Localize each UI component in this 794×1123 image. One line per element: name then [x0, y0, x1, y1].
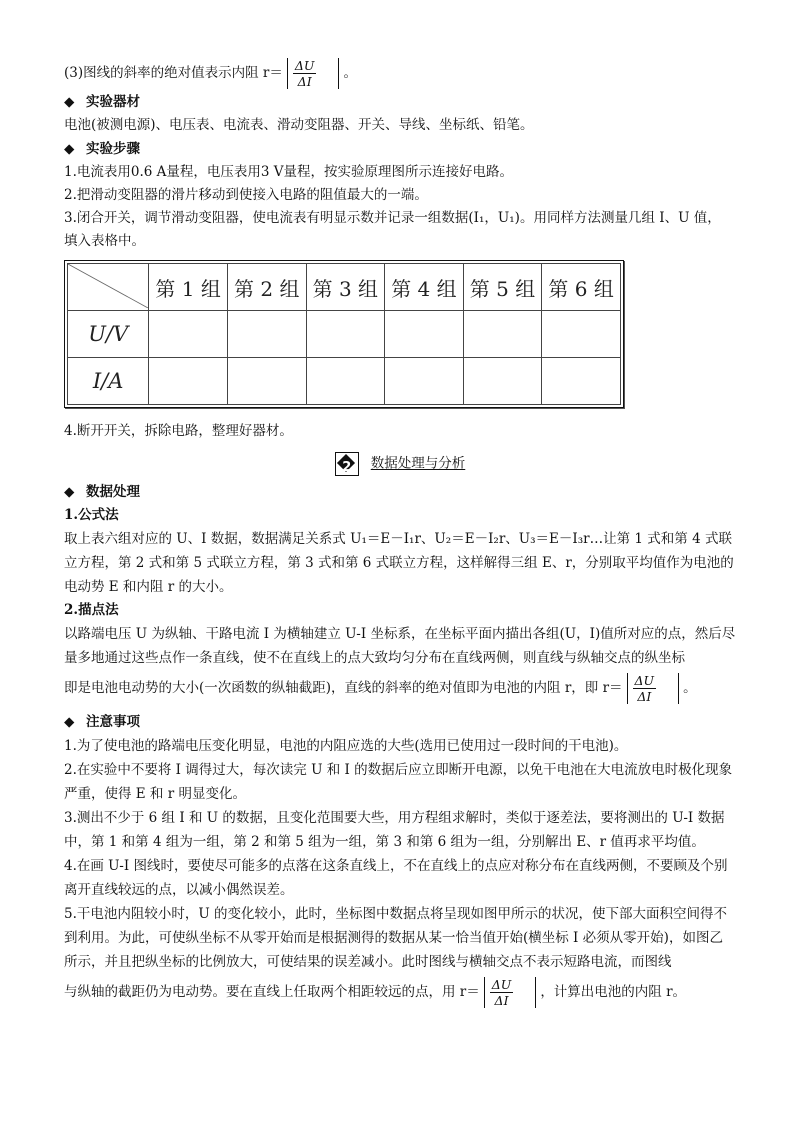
- table-cell: [385, 358, 464, 405]
- step-3-cont: 填入表格中。: [64, 233, 145, 249]
- table-header-cell: 第 5 组: [463, 264, 542, 311]
- note-4: 4.在画 U-I 图线时，要使尽可能多的点落在这条直线上，不在直线上的点应对称分布在直线两侧，不要顾及个别离开直线较远的点，以减小偶然误差。: [64, 857, 728, 898]
- table-header-cell: 第 4 组: [385, 264, 464, 311]
- table-row: [68, 358, 621, 405]
- table-cell: [149, 311, 228, 358]
- step-1: 1.电流表用0.6 A量程，电压表用3 V量程，按实验原理图所示连接好电路。: [64, 164, 514, 180]
- data-table-frame: [64, 260, 624, 408]
- step-3: 3.闭合开关，调节滑动变阻器，使电流表有明显示数并记录一组数据(I₁，U₁)。用同样方法测量几组 I、U 值，: [64, 210, 721, 226]
- section-title: 2 数据处理与分析: [64, 449, 736, 478]
- table-header-cell: 第 6 组: [542, 264, 621, 311]
- diamond-icon: ◆: [64, 94, 75, 110]
- intro-text: (3)图线的斜率的绝对值表示内阻 r＝: [64, 65, 283, 81]
- note-3: 3.测出不少于 6 组 I 和 U 的数据，且变化范围要大些，用方程组求解时，类似于逐差法，要将测出的 U-I 数据中，第 1 和第 4 组为一组，第 2 和第 5 组为一组，第 3 和第 6 组为一组，分别解出 E、r 值再求平均值。: [64, 809, 725, 850]
- data-table: [67, 263, 621, 405]
- row-label-voltage: U/V: [68, 311, 149, 358]
- steps-heading: ◆ 实验步骤: [64, 137, 736, 161]
- table-row: [68, 311, 621, 358]
- diamond-icon: ◆: [64, 713, 75, 730]
- section-number-badge-icon: 2: [335, 452, 359, 476]
- slope-formula: $\frac{\Delta U}{\Delta I}$: [484, 977, 537, 1008]
- document-page: [64, 56, 736, 1010]
- table-header-cell: 第 2 组: [227, 264, 306, 311]
- slope-formula: $\frac{\Delta U}{\Delta I}$: [627, 673, 680, 704]
- method-1-title: 1.公式法: [64, 506, 119, 523]
- note-5-last-line: 与纵轴的截距仍为电动势。要在直线上任取两个相距较远的点，用 r＝ $\frac{\Delta U}{\Delta I}$ ，计算出电池的内阻 r。: [64, 976, 687, 1008]
- method-1-text: 取上表六组对应的 U、I 数据，数据满足关系式 U₁＝E－I₁r、U₂＝E－I₂r、U₃＝E－I₃r…让第 1 式和第 4 式联立方程，第 2 式和第 5 式联立方程，第 3 式和第 6 式联立方程，这样解得三组 E、r，分别取平均值作为电池的电动势 E 和内阻 r 的大小。: [64, 530, 734, 595]
- note-2: 2.在实验中不要将 I 调得过大，每次读完 U 和 I 的数据后应立即断开电源，以免干电池在大电流放电时极化现象严重，使得 E 和 r 明显变化。: [64, 761, 733, 802]
- table-cell: [463, 358, 542, 405]
- table-cell: [385, 311, 464, 358]
- method-2-text: 以路端电压 U 为纵轴、干路电流 I 为横轴建立 U-I 坐标系，在坐标平面内描出各组(U，I)值所对应的点，然后尽量多地通过这些点作一条直线，使不在直线上的点大致均匀分布在直线两侧，则直线与纵轴交点的纵坐标: [64, 625, 736, 666]
- diagonal-line: [68, 264, 148, 308]
- table-cell: [306, 311, 385, 358]
- table-cell: [542, 358, 621, 405]
- method-2-last-line: 即是电池电动势的大小(一次函数的纵轴截距)，直线的斜率的绝对值即为电池的内阻 r，即 r＝ $\frac{\Delta U}{\Delta I}$ 。: [64, 672, 697, 704]
- table-cell: [227, 311, 306, 358]
- processing-heading: ◆ 数据处理: [64, 480, 736, 504]
- note-5: 5.干电池内阻较小时，U 的变化较小，此时，坐标图中数据点将呈现如图甲所示的状况，使下部大面积空间得不到利用。为此，可使纵坐标不从零开始而是根据测得的数据从某一恰当值开始(横坐标 I 必须从零开始)，如图乙所示，并且把纵坐标的比例放大，可使结果的误差减小。此时图线与横轴交点不表示短路电流，而图线: [64, 905, 728, 970]
- intro-paragraph-3: (3)图线的斜率的绝对值表示内阻 r＝ $\frac{\Delta U}{\Delta I}$ 。: [64, 58, 357, 89]
- table-cell: [227, 358, 306, 405]
- table-cell: [149, 358, 228, 405]
- table-header-cell: 第 3 组: [306, 264, 385, 311]
- step-2: 2.把滑动变阻器的滑片移动到使接入电路的阻值最大的一端。: [64, 187, 428, 203]
- notes-heading: ◆ 注意事项: [64, 710, 736, 734]
- slope-formula: $\frac{\Delta U}{\Delta I}$: [287, 58, 340, 89]
- method-2-title: 2.描点法: [64, 601, 119, 618]
- table-corner-cell: [68, 264, 149, 311]
- table-cell: [463, 311, 542, 358]
- table-cell: [306, 358, 385, 405]
- row-label-current: I/A: [68, 358, 149, 405]
- equipment-heading: ◆ 实验器材: [64, 90, 736, 114]
- note-1: 1.为了使电池的路端电压变化明显，电池的内阻应选的大些(选用已使用过一段时间的干电池)。: [64, 737, 628, 754]
- step-4: 4.断开开关，拆除电路，整理好器材。: [64, 423, 293, 439]
- diamond-icon: ◆: [64, 141, 75, 157]
- equipment-text: 电池(被测电源)、电压表、电流表、滑动变阻器、开关、导线、坐标纸、铅笔。: [64, 117, 534, 133]
- diamond-icon: ◆: [64, 483, 75, 500]
- table-header-cell: 第 1 组: [149, 264, 228, 311]
- table-cell: [542, 311, 621, 358]
- table-header-row: [68, 264, 621, 311]
